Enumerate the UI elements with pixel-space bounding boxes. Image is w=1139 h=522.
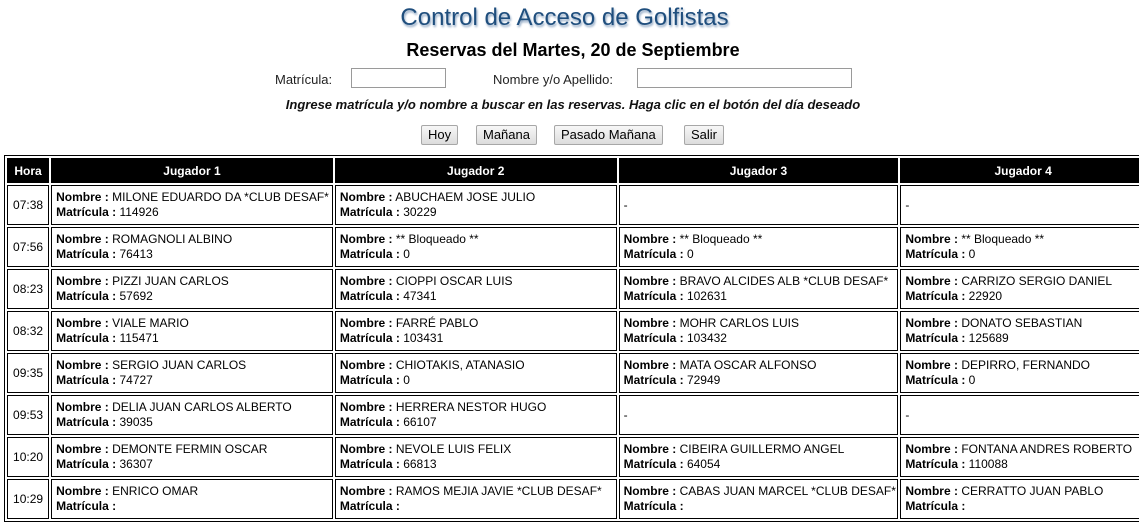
matricula-key: Matrícula : <box>339 415 400 429</box>
player-name-line <box>56 316 328 331</box>
player-name: MATA OSCAR ALFONSO <box>679 358 817 372</box>
nombre-key: Nombre : <box>623 484 677 498</box>
nombre-key: Nombre : <box>905 358 958 372</box>
player-matricula-line <box>56 373 328 388</box>
player-matricula-line <box>905 331 1139 346</box>
player-cell <box>335 353 617 393</box>
player-name: HERRERA NESTOR HUGO <box>395 400 547 414</box>
player-cell <box>619 227 899 267</box>
matricula-key: Matrícula : <box>623 457 684 471</box>
player-matricula-line <box>340 457 612 472</box>
player-matricula-line <box>340 247 612 262</box>
player-name-line <box>56 232 328 247</box>
matricula-key: Matrícula : <box>56 373 117 387</box>
player-cell <box>51 311 333 351</box>
player-cell <box>900 353 1139 393</box>
player-name: FONTANA ANDRES ROBERTO <box>961 442 1133 456</box>
player-matricula: 22920 <box>968 289 1003 303</box>
player-matricula-line <box>624 331 894 346</box>
matricula-key: Matrícula : <box>339 331 400 345</box>
player-matricula-line <box>56 289 328 304</box>
empty-slot: - <box>623 197 628 212</box>
matricula-key: Matrícula : <box>339 289 400 303</box>
player-matricula-line <box>56 457 328 472</box>
hoy-button[interactable]: Hoy <box>421 125 458 145</box>
player-matricula-line <box>340 331 612 346</box>
matricula-key: Matrícula : <box>623 499 684 513</box>
tee-time-cell: 09:35 <box>7 353 49 393</box>
player-cell <box>900 479 1139 519</box>
player-name: ABUCHAEM JOSE JULIO <box>395 190 536 204</box>
nombre-key: Nombre : <box>905 274 958 288</box>
player-name-line <box>624 484 894 499</box>
matricula-key: Matrícula : <box>56 457 117 471</box>
matricula-key: Matrícula : <box>623 331 684 345</box>
matricula-key: Matrícula : <box>339 499 400 513</box>
player-cell <box>51 269 333 309</box>
player-name-line <box>56 190 328 205</box>
player-matricula-line <box>624 289 894 304</box>
matricula-key: Matrícula : <box>623 247 684 261</box>
player-matricula: 102631 <box>686 289 727 303</box>
player-matricula-line <box>56 247 328 262</box>
player-matricula-line <box>624 499 894 514</box>
nombre-key: Nombre : <box>339 274 393 288</box>
player-cell <box>51 185 333 225</box>
page-subtitle: Reservas del Martes, 20 de Septiembre <box>406 40 740 60</box>
matricula-input[interactable] <box>351 68 446 88</box>
player-cell <box>335 185 617 225</box>
player-name: MILONE EDUARDO DA *CLUB DESAF* <box>112 190 329 204</box>
search-row <box>0 68 1139 92</box>
player-matricula: 103431 <box>403 331 444 345</box>
player-name-line <box>624 274 894 289</box>
player-cell <box>619 479 899 519</box>
table-row <box>7 311 1139 351</box>
player-matricula: 0 <box>968 247 976 261</box>
player-name: DEMONTE FERMIN OSCAR <box>112 442 268 456</box>
nombre-key: Nombre : <box>56 190 109 204</box>
player-cell <box>619 437 899 477</box>
table-header-row <box>7 158 1139 183</box>
player-name-line <box>340 442 612 457</box>
player-name-line <box>340 190 612 205</box>
tee-time-cell: 08:23 <box>7 269 49 309</box>
player-name-line <box>340 316 612 331</box>
player-name-line <box>340 400 612 415</box>
player-matricula-line <box>905 457 1139 472</box>
player-name: CHIOTAKIS, ATANASIO <box>395 358 525 372</box>
player-name: MOHR CARLOS LUIS <box>679 316 799 330</box>
player-name-line <box>905 358 1139 373</box>
matricula-key: Matrícula : <box>623 373 684 387</box>
table-row <box>7 437 1139 477</box>
player-cell <box>335 227 617 267</box>
empty-slot: - <box>623 407 628 422</box>
matricula-key: Matrícula : <box>339 247 400 261</box>
nombre-key: Nombre : <box>56 232 109 246</box>
player-matricula: 0 <box>686 247 694 261</box>
player-name: VIALE MARIO <box>112 316 189 330</box>
player-matricula: 74727 <box>119 373 153 387</box>
player-name-line <box>56 442 328 457</box>
player-name-line <box>340 232 612 247</box>
player-name: DELIA JUAN CARLOS ALBERTO <box>112 400 292 414</box>
reservations-table <box>4 155 1139 522</box>
nombre-key: Nombre : <box>623 358 677 372</box>
player-name: ** Bloqueado ** <box>961 232 1045 246</box>
player-name-line <box>56 484 328 499</box>
nombre-key: Nombre : <box>339 358 393 372</box>
player-matricula: 0 <box>403 373 410 387</box>
tee-time-cell: 07:38 <box>7 185 49 225</box>
player-cell <box>51 353 333 393</box>
player-matricula: 0 <box>968 373 976 387</box>
player-name-line <box>624 316 894 331</box>
matricula-key: Matrícula : <box>905 289 966 303</box>
player-matricula: 36307 <box>119 457 153 471</box>
player-name: ** Bloqueado ** <box>395 232 479 246</box>
nombre-key: Nombre : <box>56 442 109 456</box>
player-name-line <box>905 232 1139 247</box>
player-cell <box>335 437 617 477</box>
nombre-key: Nombre : <box>905 316 958 330</box>
column-header-jugador-2: Jugador 2 <box>335 158 617 183</box>
player-cell <box>619 269 899 309</box>
player-cell <box>51 395 333 435</box>
player-matricula-line <box>905 289 1139 304</box>
matricula-key: Matrícula : <box>56 247 117 261</box>
player-matricula-line <box>624 373 894 388</box>
nombre-key: Nombre : <box>339 442 393 456</box>
tee-time-cell: 10:29 <box>7 479 49 519</box>
player-cell <box>51 479 333 519</box>
tee-time-cell: 10:20 <box>7 437 49 477</box>
search-hint: Ingrese matrícula y/o nombre a buscar en las reservas. Haga clic en el botón del día deseado <box>285 97 861 112</box>
player-matricula-line <box>340 205 612 220</box>
player-cell <box>51 437 333 477</box>
player-matricula-line <box>905 373 1139 388</box>
player-name: CIBEIRA GUILLERMO ANGEL <box>679 442 845 456</box>
nombre-key: Nombre : <box>56 316 109 330</box>
nombre-key: Nombre : <box>905 442 958 456</box>
column-header-jugador-3: Jugador 3 <box>619 158 899 183</box>
player-name: CERRATTO JUAN PABLO <box>961 484 1104 498</box>
matricula-key: Matrícula : <box>339 373 400 387</box>
player-name-line <box>905 484 1139 499</box>
matricula-key: Matrícula : <box>56 205 117 219</box>
player-matricula: 110088 <box>968 457 1008 471</box>
player-name-line <box>56 358 328 373</box>
column-header-jugador-4: Jugador 4 <box>900 158 1139 183</box>
nombre-key: Nombre : <box>339 190 393 204</box>
player-name: SERGIO JUAN CARLOS <box>112 358 247 372</box>
nombre-key: Nombre : <box>905 484 958 498</box>
app-title: Control de Acceso de Golfistas <box>400 4 729 31</box>
table-row <box>7 479 1139 519</box>
matricula-key: Matrícula : <box>339 205 400 219</box>
player-cell <box>335 269 617 309</box>
player-matricula: 0 <box>403 247 410 261</box>
player-matricula-line <box>56 499 328 514</box>
nombre-key: Nombre : <box>339 484 393 498</box>
player-name: NEVOLE LUIS FELIX <box>395 442 512 456</box>
column-header-jugador-1: Jugador 1 <box>51 158 333 183</box>
player-cell <box>51 227 333 267</box>
player-name: CABAS JUAN MARCEL *CLUB DESAF* <box>679 484 896 498</box>
column-header-hora: Hora <box>7 158 49 183</box>
empty-slot: - <box>905 197 910 212</box>
player-name-line <box>340 484 612 499</box>
player-matricula-line <box>624 457 894 472</box>
player-matricula: 125689 <box>968 331 1009 345</box>
matricula-key: Matrícula : <box>339 457 400 471</box>
player-name-line <box>624 358 894 373</box>
player-matricula-line <box>56 331 328 346</box>
matricula-key: Matrícula : <box>905 499 966 513</box>
player-name-line <box>905 274 1139 289</box>
player-name-line <box>624 442 894 457</box>
player-name-line <box>56 400 328 415</box>
nombre-key: Nombre : <box>905 232 958 246</box>
player-name: ** Bloqueado ** <box>679 232 763 246</box>
player-name: DEPIRRO, FERNANDO <box>961 358 1091 372</box>
player-matricula-line <box>340 373 612 388</box>
player-cell <box>900 311 1139 351</box>
nombre-key: Nombre : <box>56 274 109 288</box>
player-name-line <box>340 358 612 373</box>
player-name-line <box>56 274 328 289</box>
player-matricula: 47341 <box>403 289 437 303</box>
tee-time-cell: 09:53 <box>7 395 49 435</box>
pasado-manana-button[interactable]: Pasado Mañana <box>554 125 663 145</box>
player-cell <box>900 395 1139 435</box>
player-matricula: 72949 <box>686 373 721 387</box>
matricula-key: Matrícula : <box>623 289 684 303</box>
nombre-key: Nombre : <box>623 232 677 246</box>
player-cell <box>335 395 617 435</box>
table-row <box>7 185 1139 225</box>
player-cell <box>619 395 899 435</box>
matricula-key: Matrícula : <box>56 331 117 345</box>
player-matricula-line <box>56 415 328 430</box>
player-name-line <box>340 274 612 289</box>
player-cell <box>619 311 899 351</box>
nombre-key: Nombre : <box>623 274 677 288</box>
player-cell <box>619 185 899 225</box>
player-cell <box>619 353 899 393</box>
player-cell <box>335 479 617 519</box>
table-row <box>7 395 1139 435</box>
player-matricula-line <box>56 205 328 220</box>
matricula-label: Matrícula: <box>275 72 333 87</box>
player-matricula-line <box>624 247 894 262</box>
player-name: ROMAGNOLI ALBINO <box>112 232 233 246</box>
nombre-key: Nombre : <box>623 316 677 330</box>
nombre-label: Nombre y/o Apellido: <box>493 72 613 87</box>
nombre-key: Nombre : <box>56 358 109 372</box>
player-name-line <box>624 232 894 247</box>
nombre-key: Nombre : <box>339 232 393 246</box>
player-name: BRAVO ALCIDES ALB *CLUB DESAF* <box>679 274 889 288</box>
matricula-key: Matrícula : <box>905 331 966 345</box>
player-cell <box>335 311 617 351</box>
matricula-key: Matrícula : <box>56 415 117 429</box>
player-name: DONATO SEBASTIAN <box>961 316 1083 330</box>
player-matricula-line <box>905 499 1139 514</box>
player-matricula: 30229 <box>403 205 437 219</box>
nombre-input[interactable] <box>637 68 852 88</box>
player-cell <box>900 227 1139 267</box>
player-matricula-line <box>905 247 1139 262</box>
player-matricula: 39035 <box>119 415 153 429</box>
player-cell <box>900 185 1139 225</box>
empty-slot: - <box>905 407 910 422</box>
salir-button[interactable]: Salir <box>684 125 724 145</box>
player-matricula: 115471 <box>119 331 159 345</box>
nombre-key: Nombre : <box>623 442 677 456</box>
player-matricula: 66107 <box>403 415 437 429</box>
player-matricula: 114926 <box>119 205 159 219</box>
player-name: FARRÉ PABLO <box>395 316 479 330</box>
player-name: RAMOS MEJIA JAVIE *CLUB DESAF* <box>395 484 602 498</box>
nombre-key: Nombre : <box>56 484 109 498</box>
player-name-line <box>905 316 1139 331</box>
matricula-key: Matrícula : <box>56 499 117 513</box>
player-matricula: 66813 <box>403 457 437 471</box>
player-matricula: 57692 <box>119 289 153 303</box>
table-row <box>7 269 1139 309</box>
player-matricula-line <box>340 289 612 304</box>
player-matricula-line <box>340 415 612 430</box>
table-row <box>7 353 1139 393</box>
nombre-key: Nombre : <box>56 400 109 414</box>
matricula-key: Matrícula : <box>905 457 966 471</box>
matricula-key: Matrícula : <box>905 247 966 261</box>
tee-time-cell: 07:56 <box>7 227 49 267</box>
player-matricula: 76413 <box>119 247 153 261</box>
table-row <box>7 227 1139 267</box>
player-name: ENRICO OMAR <box>112 484 199 498</box>
player-name: CARRIZO SERGIO DANIEL <box>961 274 1113 288</box>
matricula-key: Matrícula : <box>56 289 117 303</box>
nombre-key: Nombre : <box>339 316 393 330</box>
tee-time-cell: 08:32 <box>7 311 49 351</box>
player-cell <box>900 269 1139 309</box>
player-name: CIOPPI OSCAR LUIS <box>395 274 513 288</box>
player-cell <box>900 437 1139 477</box>
player-matricula: 64054 <box>686 457 721 471</box>
player-matricula-line <box>340 499 612 514</box>
player-name: PIZZI JUAN CARLOS <box>112 274 229 288</box>
player-matricula: 103432 <box>686 331 727 345</box>
nombre-key: Nombre : <box>339 400 393 414</box>
manana-button[interactable]: Mañana <box>476 125 537 145</box>
player-name-line <box>905 442 1139 457</box>
matricula-key: Matrícula : <box>905 373 966 387</box>
